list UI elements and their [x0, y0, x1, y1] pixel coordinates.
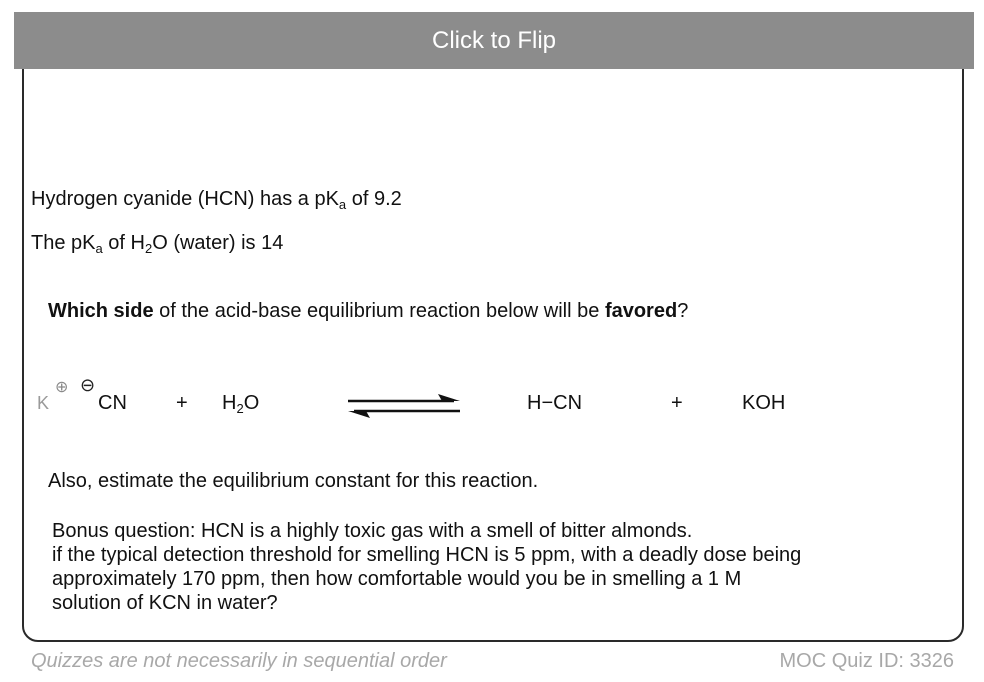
bonus-line: solution of KCN in water? — [52, 592, 278, 614]
quiz-id: MOC Quiz ID: 3326 — [779, 650, 954, 672]
cyanide-label: CN — [98, 392, 127, 414]
question-hcn-pka: Hydrogen cyanide (HCN) has a $pK_a$ of 9.2 — [31, 188, 402, 212]
bonus-line: if the typical detection threshold for smelling HCN is 5 ppm, with a deadly dose being — [52, 544, 802, 566]
plus-sign-right: + — [671, 392, 683, 414]
plus-sign-left: + — [176, 392, 188, 414]
water-label: $H_2O$ — [222, 392, 260, 416]
bonus-line: Bonus question: HCN is a highly toxic gas with a smell of bitter almonds. — [52, 520, 693, 542]
negative-charge-icon: ⊖ — [80, 375, 96, 395]
question-which-side: Which side of the acid-base equilibrium reaction below will be favored? — [48, 300, 689, 322]
question-equilibrium-constant: Also, estimate the equilibrium constant for this reaction. — [48, 470, 539, 492]
equilibrium-arrow-icon — [346, 391, 462, 421]
hydrogen-cyanide-label: H−CN — [527, 392, 583, 414]
potassium-label: K — [37, 393, 50, 413]
positive-charge-icon: ⊕ — [55, 379, 69, 396]
click-to-flip-button[interactable]: Click to Flip — [14, 12, 974, 69]
bonus-question — [52, 519, 952, 615]
potassium-hydroxide-label: KOH — [742, 392, 786, 414]
sequence-note: Quizzes are not necessarily in sequential order — [31, 650, 447, 672]
bonus-line: approximately 170 ppm, then how comfortable would you be in smelling a 1 M — [52, 568, 742, 590]
question-water-pka: The $pK_a$ of $H_2O$ (water) is 14 — [31, 232, 284, 256]
